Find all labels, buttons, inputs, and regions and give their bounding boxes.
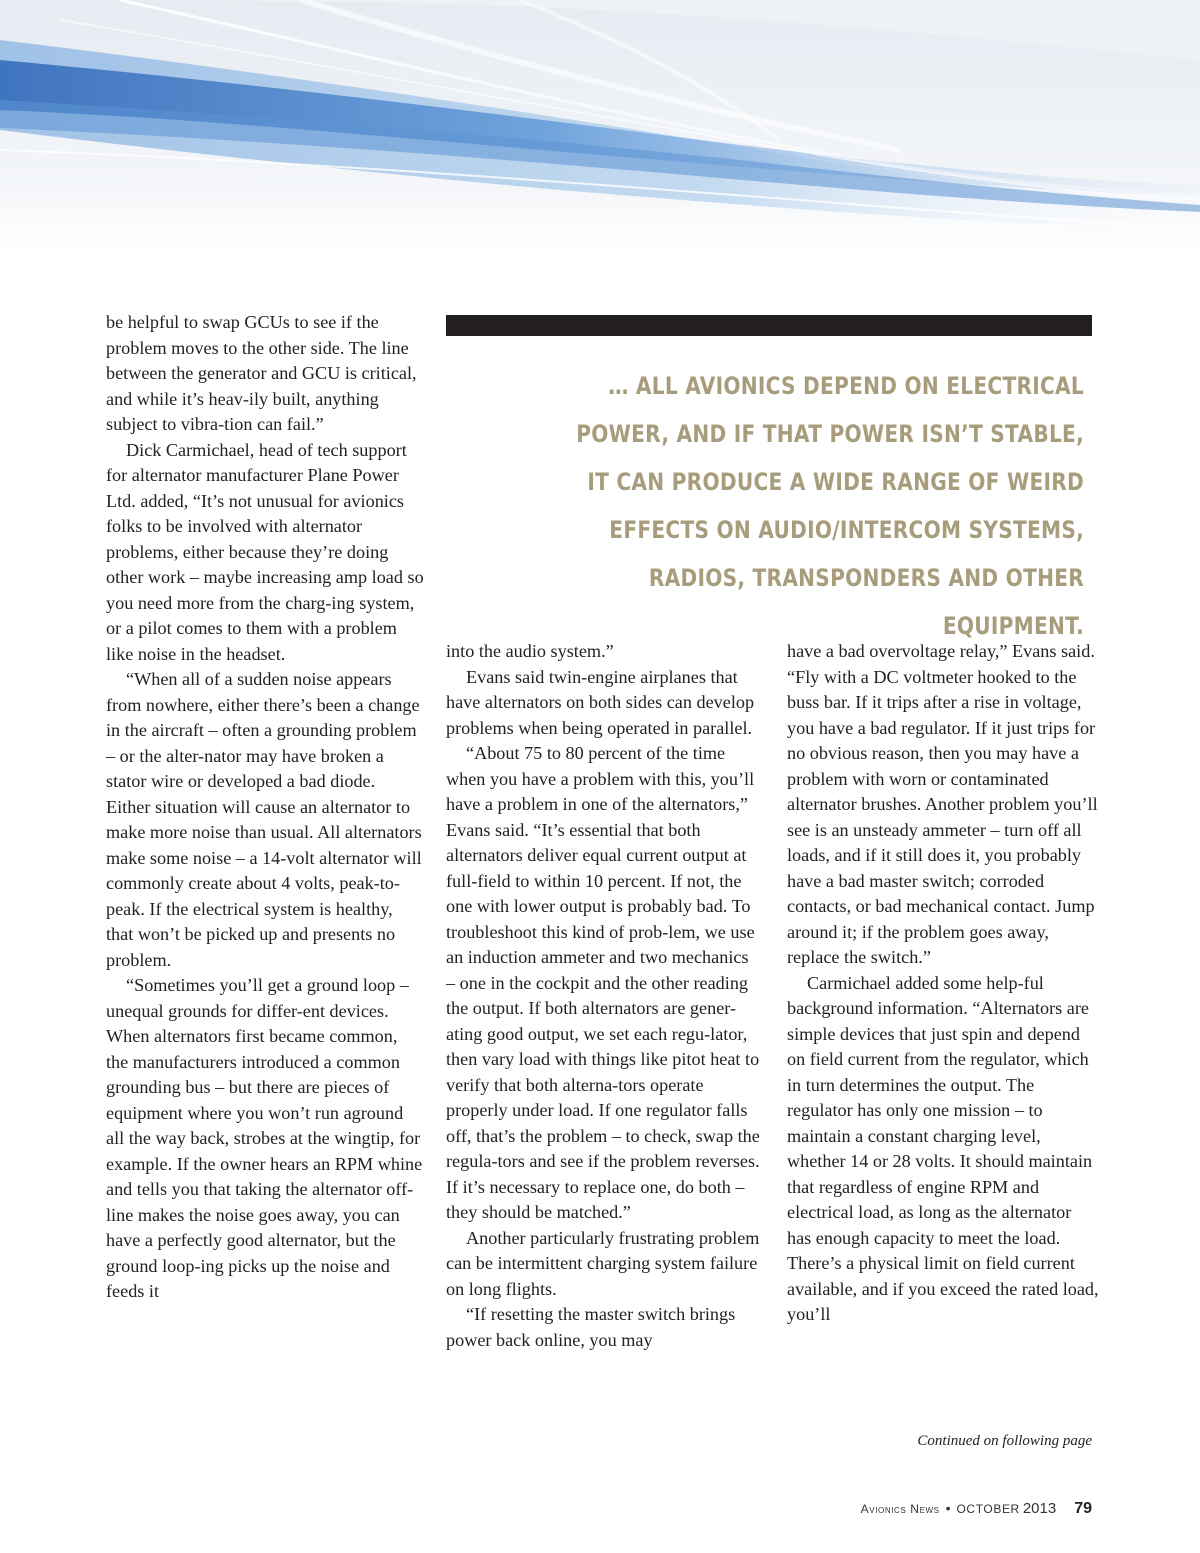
issue-month: OCTOBER [956, 1502, 1020, 1516]
header-banner [0, 0, 1200, 250]
banner-swoosh-graphic [0, 0, 1200, 250]
article-column-3 [787, 639, 1099, 1328]
paragraph: Evans said twin-engine airplanes that have alternators on both sides can develop problems when being operated in parallel. [446, 666, 755, 738]
paragraph: Dick Carmichael, head of tech support for alternator manufacturer Plane Power Ltd. added, “It’s not unusual for avionics folks to be involved with alternator problems, either because they’re doing other work – maybe increasing amp load so you need more from the charg-ing system, or a pilot comes to them with a problem like noise in the headset. [106, 439, 424, 664]
article-column-2 [446, 639, 761, 1353]
paragraph: have a bad overvoltage relay,” Evans said. “Fly with a DC voltmeter hooked to the buss bar. If it trips after a rise in voltage, you have a bad regulator. If it just trips for no obvious reason, then you may have a problem with worn or contaminated alternator brushes. Another problem you’ll see is an unsteady ammeter – turn off all loads, and if it still does it, you probably have a bad master switch; corroded contacts, or bad mechanical contact. Jump around it; if the problem goes away, replace the switch.” [787, 641, 1098, 967]
page-footer [700, 1500, 1092, 1518]
publication-name: Avionics News [860, 1502, 940, 1516]
article-column-1 [106, 310, 424, 1305]
footer-separator: • [945, 1500, 951, 1516]
page-number: 79 [1074, 1500, 1092, 1517]
pull-quote: … ALL AVIONICS DEPEND ON ELECTRICAL POWER, AND IF THAT POWER ISN’T STABLE, IT CAN PRODUCE A WIDE RANGE OF WEIRD EFFECTS ON AUDIO/INTERCOM SYSTEMS, RADIOS, TRANSPONDERS AND OTHER EQUIPMENT. [576, 372, 1084, 640]
paragraph: into the audio system.” [446, 641, 614, 661]
paragraph: “About 75 to 80 percent of the time when you have a problem with this, you’ll have a problem in one of the alternators,” Evans said. “It’s essential that both alternators deliver equal current output at full-field to within 10 percent. If not, the one with lower output is probably bad. To troubleshoot this kind of prob-lem, we use an induction ammeter and two mechanics – one in the cockpit and the other reading the output. If both alternators are gener-ating good output, we set each regu-lator, then vary load with things like pitot heat to verify that both alterna-tors operate properly under load. If one regulator falls off, that’s the problem – to check, swap the regula-tors and see if the problem reverses. If it’s necessary to replace one, do both – they should be matched.” [446, 743, 760, 1222]
paragraph: “Sometimes you’ll get a ground loop – unequal grounds for differ-ent devices. When alternators first became common, the manufacturers introduced a common grounding bus – but there are pieces of equipment where you won’t run aground all the way back, strobes at the wingtip, for example. If the owner hears an RPM whine and tells you that taking the alternator off-line makes the noise goes away, you can have a perfectly good alternator, but the ground loop-ing picks up the noise and feeds it [106, 975, 423, 1301]
paragraph: Another particularly frustrating problem can be intermittent charging system failure on long flights. [446, 1227, 760, 1299]
continued-note: Continued on following page [917, 1433, 1092, 1449]
pull-quote-bar [446, 315, 1092, 336]
paragraph: “If resetting the master switch brings power back online, you may [446, 1304, 736, 1350]
paragraph: be helpful to swap GCUs to see if the problem moves to the other side. The line between the generator and GCU is critical, and while it’s heav-ily built, anything subject to vibra-tion can fail.” [106, 312, 417, 434]
paragraph: Carmichael added some help-ful background information. “Alternators are simple devices that just spin and depend on field current from the regulator, which in turn determines the output. The regulator has only one mission – to maintain a constant charging level, whether 14 or 28 volts. It should maintain that regardless of engine RPM and electrical load, as long as the alternator has enough capacity to meet the load. There’s a physical limit on field current available, and if you exceed the rated load, you’ll [787, 972, 1099, 1324]
issue-year: 2013 [1022, 1500, 1057, 1517]
paragraph: “When all of a sudden noise appears from nowhere, either there’s been a change in the aircraft – often a grounding problem – or the alter-nator may have broken a stator wire or developed a bad diode. Either situation will cause an alternator to make more noise than usual. All alternators make some noise – a 14-volt alternator will commonly create about 4 volts, peak-to-peak. If the electrical system is healthy, that won’t be picked up and presents no problem. [106, 669, 422, 970]
